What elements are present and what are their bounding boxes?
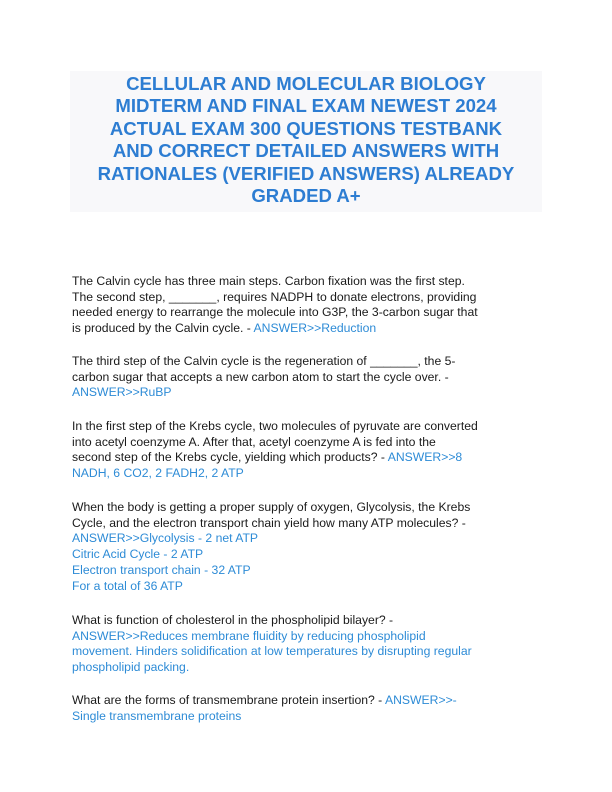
answer-text: ANSWER>>Reduction (253, 321, 377, 336)
document-title: CELLULAR AND MOLECULAR BIOLOGY MIDTERM AND FINAL EXAM NEWEST 2024 ACTUAL EXAM 300 QUESTIONS TESTBANK AND CORRECT DETAILED ANSWERS WITH RATIONALES (VERIFIED ANSWERS) ALREADY GRADED A+ (97, 73, 515, 207)
answer-text: ANSWER>>Reduces membrane fluidity by reducing phospholipid movement. Hinders solidification at low temperatures by disrupting regular phospholipid packing. (72, 628, 472, 675)
answer-text: ANSWER>>- Single transmembrane proteins (72, 692, 457, 723)
question-text: What are the forms of transmembrane protein insertion? - (72, 692, 385, 707)
question-text: In the first step of the Krebs cycle, two molecules of pyruvate are converted into acetyl coenzyme A. After that, acetyl coenzyme A is fed into the second step of the Krebs cycle, yielding which products? - (72, 418, 478, 465)
qa-item-2 (72, 338, 542, 401)
question-text: What is function of cholesterol in the phospholipid bilayer? - (72, 612, 394, 627)
answer-text: ANSWER>>Glycolysis - 2 net ATP Citric Acid Cycle - 2 ATP Electron transport chain - 32 ATP For a total of 36 ATP (72, 531, 259, 593)
qa-item-4 (72, 484, 542, 595)
question-text: When the body is getting a proper supply of oxygen, Glycolysis, the Krebs Cycle, and the electron transport chain yield how many ATP molecules? - (72, 499, 471, 530)
qa-item-1 (72, 258, 542, 337)
qa-item-5 (72, 597, 542, 676)
qa-item-3 (72, 403, 542, 482)
qa-item-6 (72, 677, 542, 724)
question-text: The Calvin cycle has three main steps. Carbon fixation was the first step. The second step, _______, requires NADPH to donate electrons, providing needed energy to rearrange the molecule into G3P, the 3-carbon sugar that is produced by the Calvin cycle. - (72, 273, 478, 336)
answer-text: ANSWER>>8 NADH, 6 CO2, 2 FADH2, 2 ATP (72, 450, 463, 481)
answer-text: ANSWER>>RuBP (72, 385, 172, 400)
question-text: The third step of the Calvin cycle is the regeneration of _______, the 5- carbon sugar that accepts a new carbon atom to start the cycle over. - (72, 353, 456, 384)
